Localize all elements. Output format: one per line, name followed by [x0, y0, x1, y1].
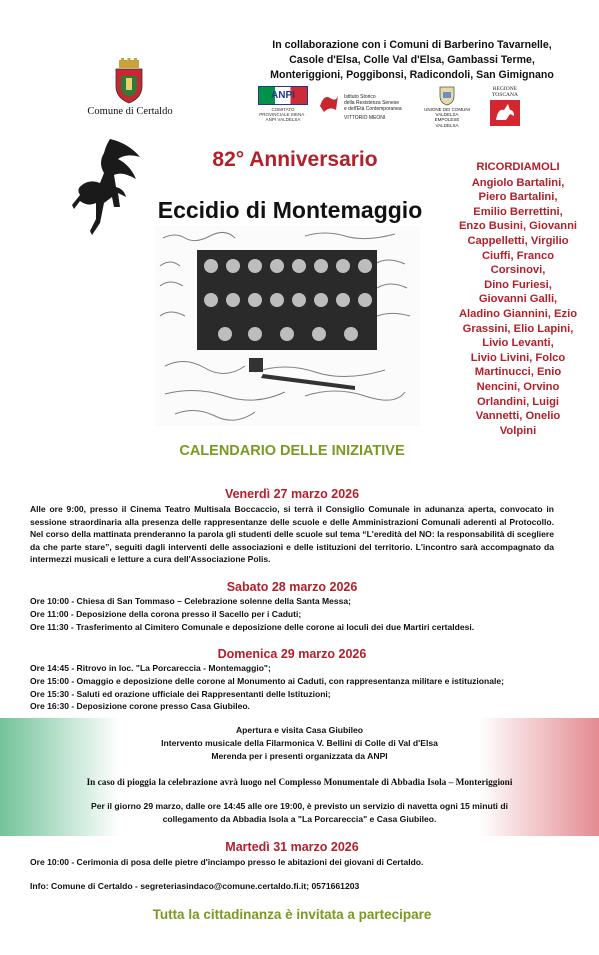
list-item: Ore 10:00 - Chiesa di San Tommaso – Celebrazione solenne della Santa Messa;: [30, 596, 351, 606]
day-heading: Martedì 31 marzo 2026: [225, 840, 359, 854]
calendar-title: CALENDARIO DELLE INIZIATIVE: [179, 443, 405, 459]
list-item: Ore 14:45 - Ritrovo in loc. "La Porcareccia - Montemaggio";: [30, 663, 271, 673]
day-items: [30, 595, 570, 633]
band-line: Merenda per i presenti organizzata da ANPI: [211, 750, 388, 761]
remembrance-line: Angiolo Bartalini,: [471, 176, 565, 189]
organizer-name: Comune di Certaldo: [87, 106, 173, 117]
collab-line: Monteriggioni, Poggibonsi, Radicondoli, San Gimignano: [270, 69, 554, 81]
unione-line: VALDELSA: [435, 112, 459, 118]
invitation-text: Tutta la cittadinanza è invitata a partecipare: [152, 907, 432, 922]
istituto-caption: VITTORIO MEONI: [344, 115, 386, 121]
istituto-storico-logo-icon: [318, 86, 408, 128]
regione-line: REGIONE: [492, 86, 518, 92]
band-lines: [0, 724, 599, 762]
pegasus-icon: [70, 137, 145, 237]
remembrance-line: Orlandini, Luigi: [476, 395, 560, 408]
istituto-line: e dell'Età Contemporanea: [344, 106, 402, 112]
regione-toscana-logo-icon: [482, 86, 528, 128]
unione-crest-icon: [439, 86, 455, 106]
remembrance-line: Grassini, Elio Lapini,: [462, 322, 574, 335]
certaldo-crest-icon: [113, 58, 145, 104]
contact-info: Info: Comune di Certaldo - segreteriasindaco@comune.certaldo.fi.it; 0571661203: [30, 881, 360, 891]
remembrance-line: Corsinovi,: [490, 264, 546, 277]
remembrance-line: Ciuffi, Franco: [481, 249, 555, 262]
shuttle-line: Per il giorno 29 marzo, dalle ore 14:45 alle ore 19:00, è previsto un servizio di navetta ogni 15 minuti di: [91, 801, 508, 811]
remembrance-list: [448, 160, 588, 438]
band-line: Intervento musicale della Filarmonica V. Bellini di Colle di Val d'Elsa: [161, 737, 438, 748]
remembrance-line: Volpini: [499, 424, 537, 437]
collaboration-text: [232, 38, 592, 83]
remembrance-line: Livio Livini, Folco: [470, 351, 566, 364]
list-item: Ore 11:30 - Trasferimento al Cimitero Comunale e deposizione delle corone ai loculi dei due Martiri certaldesi.: [30, 621, 475, 632]
day-items: [30, 856, 570, 869]
unione-line: EMPOLESE VALDELSA: [434, 117, 460, 128]
list-item: Ore 10:00 - Cerimonia di posa delle pietre d'inciampo presso le abitazioni dei giovani di Certaldo.: [30, 857, 424, 867]
day-items: [30, 662, 570, 713]
regione-mark-icon: [490, 100, 520, 126]
regione-line: TOSCANA: [492, 92, 518, 98]
istituto-line: Istituto Storico: [344, 94, 376, 100]
band-line: Apertura e visita Casa Giubileo: [235, 725, 364, 735]
day-heading: Domenica 29 marzo 2026: [217, 647, 367, 661]
remembrance-line: Enzo Busini, Giovanni: [458, 220, 578, 233]
collab-line: In collaborazione con i Comuni di Barberino Tavarnelle,: [272, 39, 552, 51]
unione-comuni-logo-icon: [424, 86, 470, 128]
remembrance-line: Nencini, Orvino: [476, 380, 560, 393]
day-heading: Sabato 28 marzo 2026: [226, 580, 358, 594]
remembrance-line: Piero Bartalini,: [478, 191, 558, 204]
remembrance-line: Aladino Giannini, Ezio: [458, 307, 578, 320]
remembrance-line: Giovanni Galli,: [478, 293, 558, 306]
day-heading: Venerdì 27 marzo 2026: [224, 487, 360, 501]
unione-line: UNIONE DEI COMUNI: [424, 107, 470, 112]
istituto-mark-icon: [318, 92, 340, 114]
anpi-logo-caption: COMITATO PROVINCIALE SIENA · ANPI VALDELSA: [259, 107, 307, 123]
istituto-line: della Resistenza Senese: [344, 100, 400, 106]
historic-document-image: [155, 226, 420, 426]
collab-line: Casole d'Elsa, Colle Val d'Elsa, Gambassi Terme,: [289, 54, 535, 66]
remembrance-title: RICORDIAMOLI: [476, 161, 560, 173]
list-item: Ore 16:30 - Deposizione corone presso Casa Giubileo.: [30, 701, 250, 712]
event-title: Eccidio di Montemaggio: [157, 197, 423, 223]
remembrance-line: Martinucci, Enio: [474, 366, 562, 379]
anpi-logo-icon: [258, 86, 308, 128]
list-item: Ore 11:00 - Deposizione della corona presso il Sacello per i Caduti;: [30, 608, 302, 619]
day-paragraph: Alle ore 9:00, presso il Cinema Teatro Multisala Boccaccio, si terrà il Consiglio Comunale in adunanza aperta, convocato in sessione straordinaria alla presenza delle rappresentanze delle scuole e delle Amministrazioni Comunali aderenti al Protocollo. Nel corso della mattinata prenderanno la parola gli studenti delle scuole sul tema “L'eredità del NO: la responsabilità di scegliere da che parte stare”, seguiti dagli interventi delle associazioni e delle istituzioni del territorio. L'incontro sarà accompagnato da intermezzi musicali e letture a cura dell'Associazione Polis.: [30, 504, 554, 565]
anniversary-title: 82° Anniversario: [212, 148, 378, 171]
rain-notice: In caso di pioggia la celebrazione avrà luogo nel Complesso Monumentale di Abbadia Isola – Monteriggioni: [86, 778, 513, 788]
remembrance-line: Vannetti, Onelio: [475, 410, 561, 423]
remembrance-line: Dino Furiesi,: [484, 278, 552, 291]
list-item: Ore 15:00 - Omaggio e deposizione delle corone al Monumento ai Caduti, con rappresentanza militare e istituzionale;: [30, 675, 504, 686]
shuttle-notice: [0, 800, 599, 826]
anpi-logo-name: ANPI: [258, 86, 308, 105]
remembrance-line: Cappelletti, Virgilio: [467, 234, 569, 247]
remembrance-line: Emilio Berrettini,: [473, 205, 563, 218]
shuttle-line: collegamento da Abbadia Isola a "La Porcareccia" e Casa Giubileo.: [162, 813, 437, 824]
remembrance-line: Livio Levanti,: [482, 337, 554, 350]
list-item: Ore 15:30 - Saluti ed orazione ufficiale dei Rappresentanti delle Istituzioni;: [30, 688, 331, 699]
